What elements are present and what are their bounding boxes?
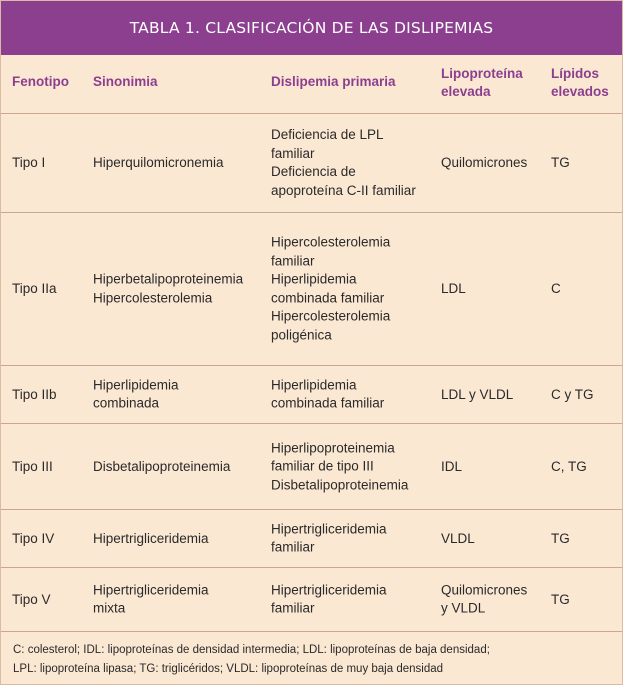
cell-line: VLDL (441, 530, 475, 546)
cell-line: combinada (93, 395, 160, 411)
cell-dislipemia (271, 581, 436, 618)
table-row (1, 424, 622, 510)
cell-lipidos: TG (551, 154, 570, 170)
table-row (1, 213, 622, 366)
header-lipoproteina-line-2: elevada (441, 84, 491, 99)
header-lipidos-line-1: Lípidos (551, 66, 599, 81)
cell-line: IDL (441, 458, 463, 474)
cell-fenotipo: Tipo IIb (12, 386, 57, 402)
cell-dislipemia (271, 439, 436, 495)
cell-line: Hipertrigliceridemia (271, 582, 387, 597)
header-sinonimia: Sinonimia (93, 74, 158, 89)
cell-dislipemia (271, 376, 436, 413)
table-row (1, 366, 622, 424)
table-row (1, 568, 622, 632)
header-row (1, 57, 622, 114)
table-row (1, 114, 622, 213)
cell-line: familiar (271, 145, 315, 161)
cell-line: Hiperlipidemia (271, 271, 357, 287)
cell-line: Hiperquilomicronemia (93, 154, 224, 170)
cell-line: apoproteína C-II familiar (271, 182, 416, 198)
cell-lipidos: C, TG (551, 458, 587, 474)
footnote-line: LPL: lipoproteína lipasa; TG: triglicéridos; VLDL: lipoproteínas de muy baja densidad (13, 663, 444, 675)
cell-line: mixta (93, 600, 126, 616)
cell-lipidos: TG (551, 530, 570, 546)
cell-line: Hiperlipoproteinemia (271, 439, 395, 455)
cell-line: Hipertrigliceridemia (93, 582, 209, 597)
cell-line: Disbetalipoproteinemia (93, 458, 231, 474)
cell-lipidos: C y TG (551, 386, 594, 402)
header-lipidos-line-2: elevados (551, 84, 609, 99)
cell-line: Hipertrigliceridemia (271, 521, 387, 536)
cell-lipoproteina (441, 457, 547, 476)
cell-sinonimia (93, 457, 265, 476)
cell-line: Hipercolesterolemia (93, 290, 213, 305)
cell-lipoproteina (441, 154, 547, 173)
cell-line: LDL (441, 280, 466, 296)
cell-line: familiar de tipo III (271, 458, 374, 474)
table-title: TABLA 1. CLASIFICACIÓN DE LAS DISLIPEMIAS (1, 1, 622, 55)
table-row (1, 510, 622, 568)
cell-line: Deficiencia de (271, 164, 356, 179)
cell-sinonimia (93, 154, 265, 173)
cell-dislipemia (271, 234, 436, 345)
table-footnote (13, 641, 613, 679)
cell-lipoproteina (441, 581, 547, 618)
header-lipoproteina-line-1: Lipoproteína (441, 66, 523, 81)
cell-dislipemia (271, 520, 436, 557)
cell-line: Hiperbetalipoproteinemia (93, 271, 244, 287)
cell-lipoproteina (441, 280, 547, 299)
cell-line: y VLDL (441, 600, 486, 616)
cell-line: Hipertrigliceridemia (93, 530, 209, 546)
cell-line: Hiperlipidemia (93, 377, 179, 392)
cell-sinonimia (93, 271, 265, 308)
cell-line: poligénica (271, 327, 332, 342)
cell-line: Hipercolesterolemia (271, 308, 391, 324)
cell-line: Hipercolesterolemia (271, 234, 391, 250)
cell-line: combinada familiar (271, 395, 385, 411)
cell-lipidos: C (551, 280, 561, 296)
cell-sinonimia (93, 376, 265, 413)
header-lipoproteina-elevada (441, 65, 523, 101)
cell-line: Disbetalipoproteinemia (271, 476, 409, 492)
cell-line: Quilomicrones (441, 582, 528, 597)
cell-line: familiar (271, 253, 315, 268)
cell-fenotipo: Tipo IV (12, 530, 55, 546)
cell-line: LDL y VLDL (441, 386, 514, 402)
cell-line: Quilomicrones (441, 154, 528, 170)
cell-fenotipo: Tipo III (12, 458, 53, 474)
cell-line: Deficiencia de LPL (271, 127, 384, 142)
header-dislipemia-primaria: Dislipemia primaria (271, 74, 396, 89)
cell-lipoproteina (441, 529, 547, 548)
cell-sinonimia (93, 529, 265, 548)
footnote-line: C: colesterol; IDL: lipoproteínas de densidad intermedia; LDL: lipoproteínas de baja densidad; (13, 644, 490, 656)
cell-line: combinada familiar (271, 290, 385, 305)
cell-fenotipo: Tipo V (12, 591, 51, 607)
cell-fenotipo: Tipo I (12, 154, 46, 170)
header-fenotipo: Fenotipo (12, 74, 69, 89)
cell-lipidos: TG (551, 591, 570, 607)
cell-sinonimia (93, 581, 265, 618)
cell-fenotipo: Tipo IIa (12, 280, 57, 296)
cell-line: Hiperlipidemia (271, 377, 357, 392)
cell-dislipemia (271, 126, 436, 200)
cell-lipoproteina (441, 385, 547, 404)
cell-line: familiar (271, 539, 315, 555)
header-lipidos-elevados (551, 65, 609, 101)
cell-line: familiar (271, 600, 315, 616)
